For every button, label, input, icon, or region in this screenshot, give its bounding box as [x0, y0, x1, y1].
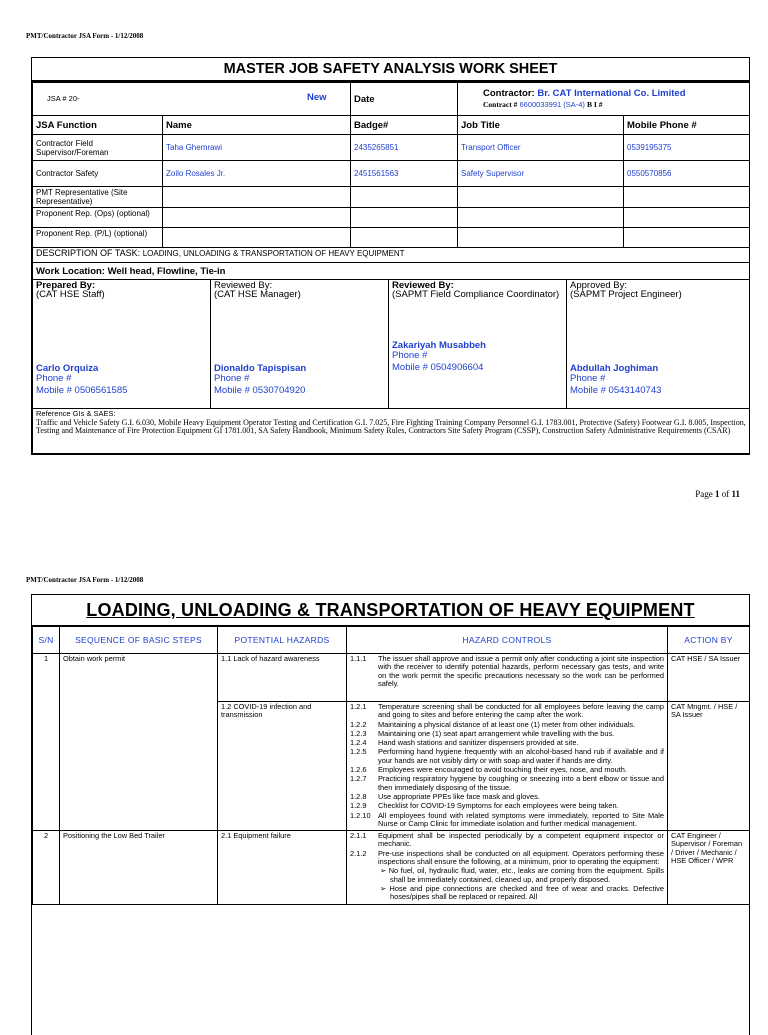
- hazard: 1.1 Lack of hazard awareness: [218, 654, 347, 702]
- form-id-header: PMT/Contractor JSA Form - 1/12/2008: [26, 32, 144, 40]
- control-item: [350, 802, 664, 811]
- hazard: 1.2 COVID-19 infection and transmission: [218, 702, 347, 831]
- control-text: Equipment shall be inspected periodically by a competent equipment inspector or mechanic.: [378, 832, 664, 849]
- date-label: Date: [354, 93, 375, 105]
- control-number: 1.2.2: [350, 720, 367, 729]
- control-text: Checklist for COVID-19 Symptoms for each employees were being taken.: [378, 802, 619, 811]
- bullet-text: Hose and pipe connections are checked and free of wear and cracks. Defective hoses/pipes shall be replaced or repaired. All: [389, 884, 664, 902]
- approvals-table: [32, 280, 750, 454]
- approval-label: Reviewed By:: [214, 280, 273, 291]
- job-title: [458, 187, 624, 208]
- job-title: [458, 208, 624, 228]
- col-name: Name: [163, 116, 351, 135]
- control-bullet: [350, 867, 664, 885]
- table-row: [33, 228, 750, 248]
- contract-prefix: Contract #: [483, 100, 518, 109]
- approver-name: Carlo Orquiza: [36, 363, 99, 374]
- control-text: Hand wash stations and sanitizer dispensers provided at site.: [378, 739, 579, 748]
- hazard-controls: [347, 831, 668, 904]
- control-item: [350, 739, 664, 748]
- page-number: Page 1 of 11: [695, 489, 740, 499]
- jsa-function: PMT Representative (Site Representative): [33, 187, 163, 208]
- person-name: [163, 208, 351, 228]
- worksheet-title: MASTER JOB SAFETY ANALYSIS WORK SHEET: [32, 58, 749, 82]
- bi-number: B I #: [587, 100, 603, 109]
- control-item: [350, 655, 664, 689]
- mobile-phone: 0539195375: [624, 135, 750, 161]
- jsa-function: Contractor Safety: [33, 161, 163, 187]
- badge-number: [351, 228, 458, 248]
- control-number: 1.2.4: [350, 739, 367, 748]
- control-item: [350, 730, 664, 739]
- action-by: CAT Mngmt. / HSE / SA Issuer: [668, 702, 750, 831]
- mobile-phone: 0550570856: [624, 161, 750, 187]
- control-item: [350, 812, 664, 830]
- mobile-phone: [624, 187, 750, 208]
- mobile-phone: [624, 208, 750, 228]
- approver-mobile: Mobile # 0530704920: [214, 385, 306, 396]
- col-controls: HAZARD CONTROLS: [347, 627, 668, 654]
- control-text: Performing hand hygiene frequently with an alcohol-based hand rub if available and if your hands are not visibly dirty or with soap and water if hands are dirty.: [378, 748, 664, 765]
- control-text: Maintaining one (1) seat apart arrangement while travelling with the bus.: [378, 729, 615, 738]
- col-badge: Badge#: [351, 116, 458, 135]
- control-number: 2.1.2: [350, 849, 367, 858]
- step-number: 2: [33, 831, 60, 904]
- control-item: [350, 793, 664, 802]
- approval-label: Approved By:: [570, 280, 628, 291]
- control-number: 1.2.3: [350, 729, 367, 738]
- references-text: Traffic and Vehicle Safety G.I. 6.030, Mobile Heavy Equipment Operator Testing and Certification G.I. 7.025, Fire Fighting Training Company Personnel G.I. 1783.001, Protective (Safety) Footwear G.I. 8.005, Inspection, Testing and Maintenance of Fire Protection Equipment GI 1781.001, SA Safety Handbook, Minimum Safety Rules, Contractors Site Safety Program (CSSP), Construction Safety Administrative Requirements (CSAR): [36, 417, 746, 435]
- person-name: [163, 187, 351, 208]
- control-number: 1.2.9: [350, 802, 367, 811]
- hazard-analysis-sheet: [31, 594, 750, 1035]
- jsa-function: Proponent Rep. (Ops) (optional): [33, 208, 163, 228]
- col-action-by: ACTION BY: [668, 627, 750, 654]
- page2-title: LOADING, UNLOADING & TRANSPORTATION OF HEAVY EQUIPMENT: [32, 595, 749, 626]
- control-item: [350, 775, 664, 793]
- control-text: Employees were encouraged to avoid touching their eyes, nose, and mouth.: [378, 766, 627, 775]
- approval-role: (CAT HSE Manager): [214, 289, 301, 300]
- control-number: 1.2.10: [350, 811, 371, 820]
- table-row: [33, 135, 750, 161]
- col-mobile-phone: Mobile Phone #: [624, 116, 750, 135]
- task-description: [33, 248, 750, 263]
- control-number: 1.1.1: [350, 655, 367, 663]
- approval-reviewed-2: [389, 280, 567, 409]
- badge-number: [351, 187, 458, 208]
- control-number: 1.2.6: [350, 766, 367, 775]
- control-text: Maintaining a physical distance of at least one (1) meter from other individuals.: [378, 720, 636, 729]
- control-text: Practicing respiratory hygiene by coughing or sneezing into a bent elbow or tissue and then immediately disposing of the tissue.: [378, 775, 664, 792]
- approver-phone: Phone #: [570, 373, 606, 384]
- table-row: [33, 187, 750, 208]
- contract-number: 6600033991 (SA-4): [519, 100, 585, 109]
- references: [33, 409, 750, 454]
- approval-reviewed-1: [211, 280, 389, 409]
- approval-label: Reviewed By:: [392, 280, 454, 291]
- job-title: [458, 228, 624, 248]
- control-text: Pre-use inspections shall be conducted on all equipment. Operators performing these inspections shall ensure the following, at a minimum, prior to operating the equipment:: [378, 849, 664, 867]
- table-row: [33, 208, 750, 228]
- new-label: New: [307, 92, 327, 103]
- contractor-name: Br. CAT International Co. Limited: [537, 88, 686, 99]
- hazard-controls: [347, 654, 668, 702]
- approval-role: (CAT HSE Staff): [36, 289, 105, 300]
- control-item: [350, 703, 664, 721]
- approval-role: (SAPMT Field Compliance Coordinator): [392, 289, 560, 300]
- arrow-bullet-icon: ➢: [380, 867, 389, 876]
- hazard: 2.1 Equipment failure: [218, 831, 347, 904]
- hazard-controls: [347, 702, 668, 831]
- jsa-header-sheet: [31, 57, 750, 455]
- control-item: [350, 850, 664, 868]
- approval-role: (SAPMT Project Engineer): [570, 289, 682, 300]
- contractor-label: Contractor:: [483, 88, 535, 99]
- step-description: Positioning the Low Bed Trailer: [60, 831, 218, 904]
- col-sn: S/N: [33, 627, 60, 654]
- jsa-number: JSA # 20-: [47, 94, 80, 103]
- table-row: [33, 654, 750, 702]
- control-number: 1.2.8: [350, 792, 367, 801]
- approval-label: Prepared By:: [36, 280, 96, 291]
- work-location: Work Location: Well head, Flowline, Tie-in: [33, 263, 750, 280]
- badge-number: 2435265851: [351, 135, 458, 161]
- action-by: CAT HSE / SA Issuer: [668, 654, 750, 702]
- col-jsa-function: JSA Function: [33, 116, 163, 135]
- arrow-bullet-icon: ➢: [380, 884, 390, 893]
- control-item: [350, 766, 664, 775]
- table-row: [33, 161, 750, 187]
- control-text: Use appropriate PPEs like face mask and gloves.: [378, 792, 540, 801]
- task-label: DESCRIPTION OF TASK:: [36, 248, 141, 258]
- approver-name: Abdullah Joghiman: [570, 363, 659, 374]
- badge-number: [351, 208, 458, 228]
- col-job-title: Job Title: [458, 116, 624, 135]
- control-number: 2.1.1: [350, 832, 367, 841]
- approver-name: Dionaldo Tapispisan: [214, 363, 307, 374]
- action-by: CAT Engineer / Supervisor / Foreman / Driver / Mechanic / HSE Officer / WPR: [668, 831, 750, 904]
- approval-prepared: [33, 280, 211, 409]
- control-bullet: [350, 885, 664, 903]
- approval-approved: [567, 280, 750, 409]
- mobile-phone: [624, 228, 750, 248]
- control-number: 1.2.7: [350, 775, 367, 784]
- approver-phone: Phone #: [214, 373, 250, 384]
- jsa-function: Contractor Field Supervisor/Foreman: [33, 135, 163, 161]
- bullet-text: No fuel, oil, hydraulic fluid, water, etc., leaks are coming from the equipment. Spills shall be immediately contained, cleaned up, and properly disposed.: [388, 867, 664, 884]
- table-row: [33, 831, 750, 904]
- form-id-header-page2: PMT/Contractor JSA Form - 1/12/2008: [26, 576, 144, 584]
- step-description: Obtain work permit: [60, 654, 218, 831]
- approver-name: Zakariyah Musabbeh: [392, 340, 486, 351]
- col-steps: SEQUENCE OF BASIC STEPS: [60, 627, 218, 654]
- person-name: Zoilo Rosales Jr.: [163, 161, 351, 187]
- step-number: 1: [33, 654, 60, 831]
- approver-mobile: Mobile # 0504906604: [392, 362, 484, 373]
- control-text: All employees found with related symptoms were immediately, reported to Site Male Nurse or Camp Clinic for immediate isolation and further medical management.: [378, 811, 664, 828]
- task-text: LOADING, UNLOADING & TRANSPORTATION OF HEAVY EQUIPMENT: [142, 249, 405, 258]
- control-number: 1.2.5: [350, 748, 367, 757]
- hazard-table: [32, 626, 750, 905]
- approver-mobile: Mobile # 0506561585: [36, 385, 128, 396]
- approver-phone: Phone #: [392, 350, 428, 361]
- job-title: Transport Officer: [458, 135, 624, 161]
- badge-number: 2451561563: [351, 161, 458, 187]
- control-item: [350, 721, 664, 730]
- approver-mobile: Mobile # 0543140743: [570, 385, 662, 396]
- control-item: [350, 832, 664, 850]
- control-item: [350, 748, 664, 766]
- control-text: The issuer shall approve and issue a permit only after conducting a joint site inspection with the receiver to identify potential hazards, perform necessary gas tests, and write on the work permit the specific precautions necessary so the work can be performed safely.: [378, 655, 664, 688]
- control-text: Temperature screening shall be conducted for all employees before leaving the camp and going to sites and before entering the camp after the work.: [378, 703, 664, 720]
- person-name: Taha Ghemrawi: [163, 135, 351, 161]
- control-number: 1.2.1: [350, 703, 367, 711]
- jsa-info-table: [32, 82, 750, 280]
- person-name: [163, 228, 351, 248]
- references-title: Reference GIs & SAES:: [36, 409, 116, 418]
- col-hazards: POTENTIAL HAZARDS: [218, 627, 347, 654]
- approver-phone: Phone #: [36, 373, 72, 384]
- job-title: Safety Supervisor: [458, 161, 624, 187]
- jsa-function: Proponent Rep. (P/L) (optional): [33, 228, 163, 248]
